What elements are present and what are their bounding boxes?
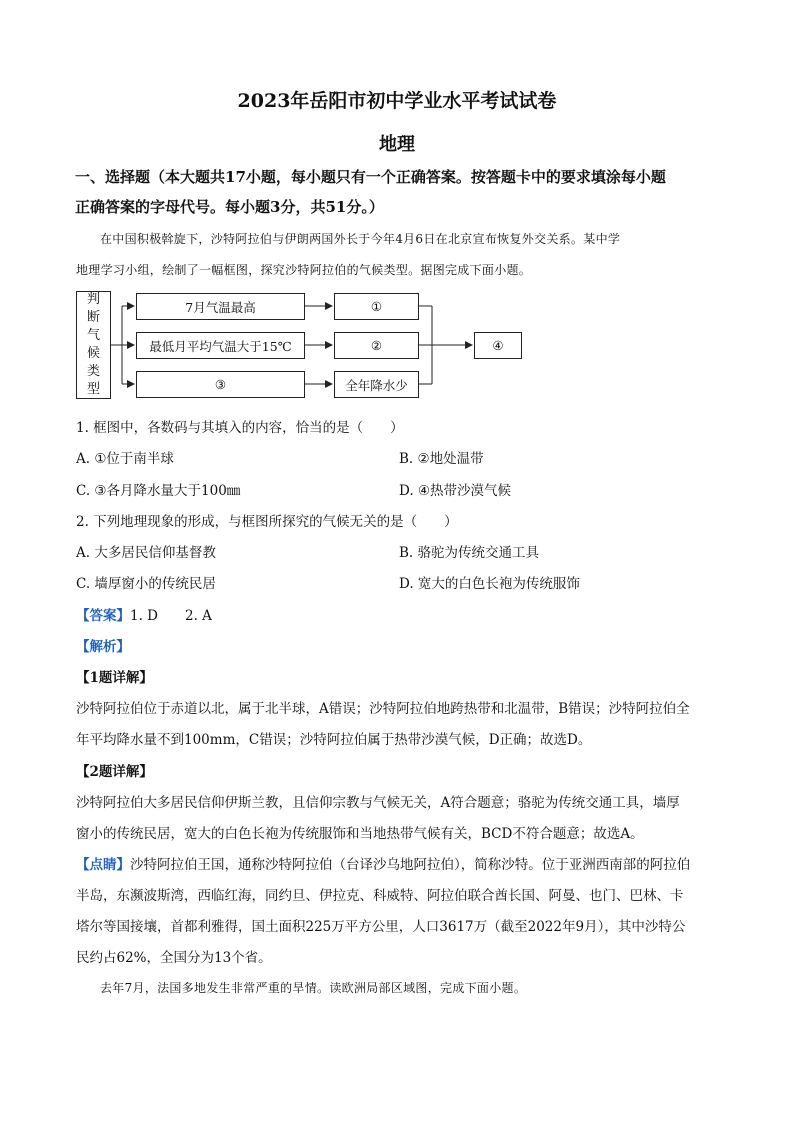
left-char-1: 判 <box>86 292 100 307</box>
page-title: 2023年岳阳市初中学业水平考试试卷 <box>237 90 557 112</box>
diagram-box-3: ③ <box>136 371 305 398</box>
comment-line2: 半岛，东濒波斯湾，西临红海，同约旦、伊拉克、科威特、阿拉伯联合酋长国、阿曼、也门、巴林、卡 <box>76 888 684 904</box>
intro1-line2: 地理学习小组，绘制了一幅框图，探究沙特阿拉伯的气候类型。据图完成下面小题。 <box>76 263 532 277</box>
detail2-line1: 沙特阿拉伯大多居民信仰伊斯兰教，且信仰宗教与气候无关，A符合题意；骆驼为传统交通工具，墙厚 <box>76 795 680 811</box>
q1-option-a: A. ①位于南半球 <box>76 451 174 467</box>
q1-stem: 1. 框图中，各数码与其填入的内容，恰当的是（ ） <box>76 420 404 436</box>
detail1-line2: 年平均降水量不到100mm，C错误；沙特阿拉伯属于热带沙漠气候，D正确；故选D。 <box>76 732 592 748</box>
diagram-left-box <box>76 291 111 399</box>
q2-option-b: B. 骆驼为传统交通工具 <box>399 545 540 561</box>
subject-title: 地理 <box>379 134 415 155</box>
q1-option-d: D. ④热带沙漠气候 <box>399 483 512 499</box>
q2-option-d: D. 宽大的白色长袍为传统服饰 <box>399 576 580 592</box>
left-char-4: 候 <box>86 346 100 361</box>
intro2-line1: 去年7月，法国多地发生非常严重的旱情。读欧洲局部区域图，完成下面小题。 <box>100 981 527 995</box>
left-char-5: 类 <box>86 364 100 379</box>
answer-line <box>76 604 212 624</box>
comment-text-1: 沙特阿拉伯王国，通称沙特阿拉伯（台译沙乌地阿拉伯），简称沙特。位于亚洲西南部的阿拉伯 <box>130 857 691 873</box>
diagram-box-1: ① <box>334 293 419 320</box>
comment-label: 【点睛】 <box>76 857 130 873</box>
answer-text: 1. D 2. A <box>130 608 212 624</box>
q2-option-a: A. 大多居民信仰基督教 <box>76 545 216 561</box>
answer-label: 【答案】 <box>76 608 130 624</box>
detail2-label: 【2题详解】 <box>76 764 153 780</box>
comment-line4: 民约占62%，全国分为13个省。 <box>76 950 272 966</box>
q1-option-c: C. ③各月降水量大于100㎜ <box>76 483 241 499</box>
q2-stem: 2. 下列地理现象的形成，与框图所探究的气候无关的是（ ） <box>76 514 458 530</box>
q1-option-b: B. ②地处温带 <box>399 451 484 467</box>
diagram-box-4: ④ <box>474 332 522 359</box>
diagram-box-min-temp: 最低月平均气温大于15℃ <box>136 332 305 359</box>
q2-option-c: C. 墙厚窗小的传统民居 <box>76 576 216 592</box>
left-char-2: 断 <box>86 310 100 325</box>
diagram-box-2: ② <box>334 332 419 359</box>
comment-line3: 塔尔等国接壤，首都利雅得，国土面积225万平方公里，人口3617万（截至2022年9月），其中沙特公 <box>76 919 686 935</box>
left-char-6: 型 <box>86 382 100 397</box>
intro1-line1: 在中国积极斡旋下，沙特阿拉伯与伊朗两国外长于今年4月6日在北京宣布恢复外交关系。某中学 <box>100 232 621 246</box>
detail1-label: 【1题详解】 <box>76 670 153 686</box>
detail1-line1: 沙特阿拉伯位于赤道以北，属于北半球，A错误；沙特阿拉伯地跨热带和北温带，B错误；沙特阿拉伯全 <box>76 701 690 717</box>
diagram-box-july-temp: 7月气温最高 <box>136 293 305 320</box>
left-char-3: 气 <box>86 328 100 343</box>
comment-line1 <box>76 853 690 873</box>
detail2-line2: 窗小的传统民居，宽大的白色长袍为传统服饰和当地热带气候有关，BCD不符合题意；故选A。 <box>76 826 644 842</box>
analysis-label: 【解析】 <box>76 639 130 655</box>
section-heading-line2: 正确答案的字母代号。每小题3分，共51分。） <box>75 198 384 216</box>
section-heading-line1: 一、选择题（本大题共17小题，每小题只有一个正确答案。按答题卡中的要求填涂每小题 <box>75 168 666 186</box>
diagram-box-low-rain: 全年降水少 <box>334 371 419 398</box>
